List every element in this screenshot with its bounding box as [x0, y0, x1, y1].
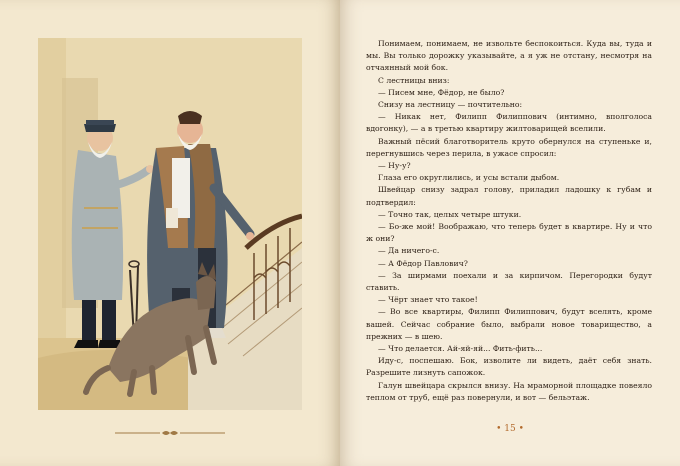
paragraph: — А Фёдор Павлович? — [378, 258, 468, 268]
paragraph: — Писем мне, Фёдор, не было? — [378, 87, 505, 97]
paragraph: Важный пёсий благотворитель круто обернулся на ступеньке и, перегнувшись через перила, в ужасе спросил: — [366, 136, 652, 158]
paragraph: — Бо-же мой! Воображаю, что теперь будет в квартире. Ну и что ж они? — [366, 222, 652, 244]
paragraph: — Никак нет, Филипп Филиппович (интимно, вполголоса вдогонку), — а в третью квартиру жилтоварищей вселили. — [366, 112, 652, 134]
paragraph: — Чёрт знает что такое! — [378, 295, 478, 305]
paragraph: Глаза его округлились, и усы встали дыбом. — [378, 173, 560, 183]
decorative-divider — [115, 429, 225, 437]
paragraph: Иду-с, поспешаю. Бок, изволите ли видеть, даёт себя знать. Разрешите лизнуть сапожок. — [366, 356, 652, 378]
illustration — [38, 38, 302, 410]
paragraph: С лестницы вниз: — [378, 75, 450, 85]
paragraph: Швейцар снизу задрал голову, приладил ладошку к губам и подтвердил: — [366, 185, 652, 207]
paragraph: Снизу на лестницу — почтительно: — [378, 100, 523, 110]
paragraph: — Что делается. Ай-яй-яй... Фить-фить... — [378, 344, 543, 354]
page-number: • 15 • — [496, 424, 524, 434]
paragraph: — Во все квартиры, Филипп Филиппович, будут вселять, кроме вашей. Сейчас собрание было, выбрали новое товарищество, а прежних — в шею. — [366, 307, 652, 341]
paragraph: — За ширмами поехали и за кирпичом. Перегородки будут ставить. — [366, 270, 652, 293]
paragraph: Понимаем, понимаем, не извольте беспокоиться. Куда вы, туда и мы. Вы только дорожку указывайте, а я уж не отстану, несмотря на отчаянный мой бок. — [366, 39, 652, 73]
paragraph: — Точно так, целых четыре штуки. — [378, 209, 522, 219]
illustration-artwork — [38, 38, 302, 410]
paragraph: — Ну-у? — [378, 161, 411, 171]
paragraph: Галун швейцара скрылся внизу. На мраморной площадке повеяло теплом от труб, ещё раз повернули, и вот — бельэтаж. — [366, 380, 652, 402]
page-text — [366, 38, 652, 404]
paragraph: — Да ничего-с. — [378, 246, 440, 256]
